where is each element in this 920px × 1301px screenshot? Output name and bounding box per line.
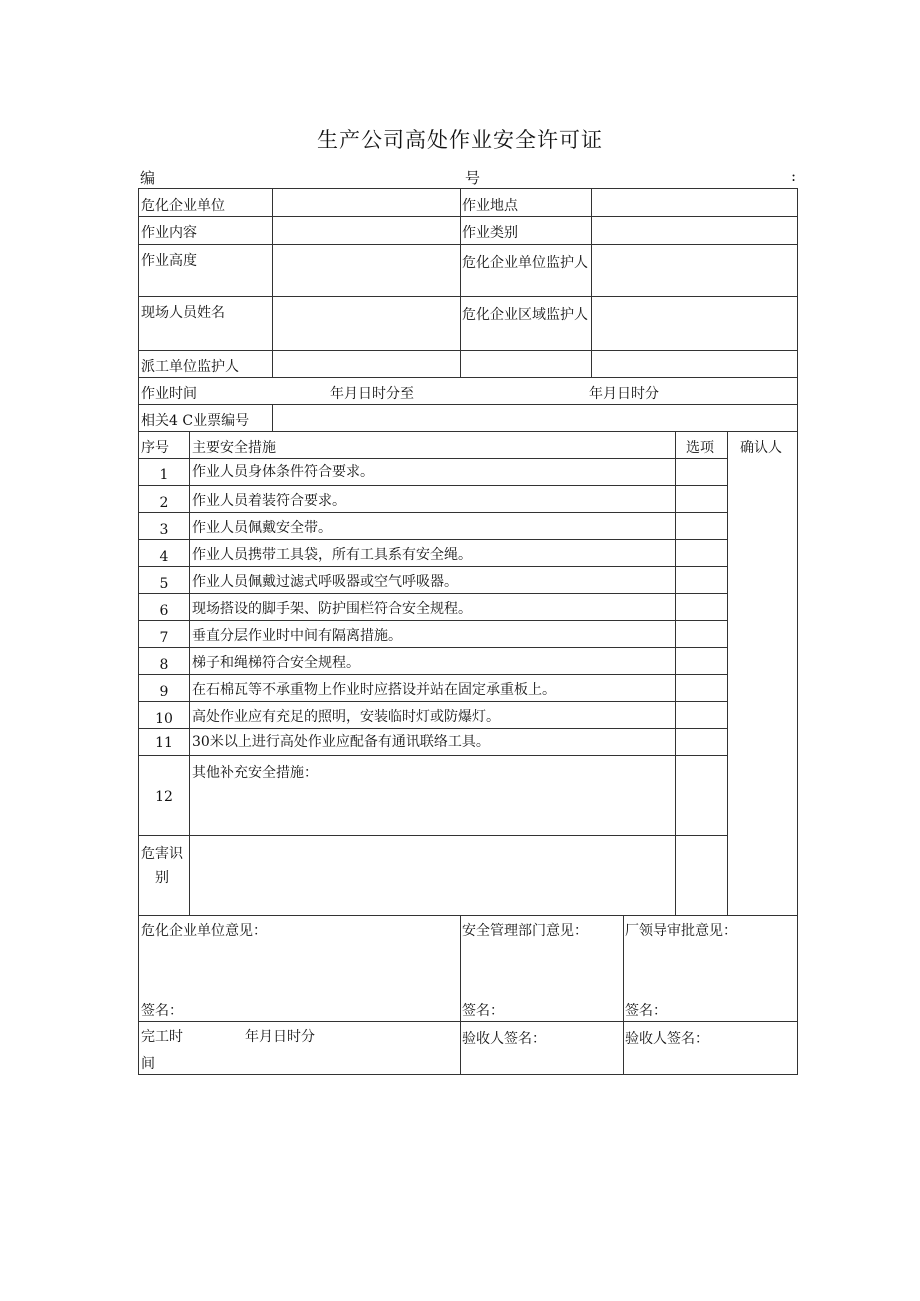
permit-form-table: [138, 188, 798, 1075]
label-work-category: 作业类别: [462, 225, 518, 241]
serial-label-char-1: 编: [140, 169, 156, 187]
label-hazard-line-1: 危害识: [141, 846, 183, 862]
measure-no: 12: [155, 789, 173, 805]
label-staff-names: 现场人员姓名: [141, 305, 225, 321]
measure-text: 在石棉瓦等不承重物上作业时应搭设并站在固定承重板上。: [192, 682, 556, 698]
label-related-ticket: 相关4 C业票编号: [141, 413, 250, 429]
measure-text: 作业人员携带工具袋，所有工具系有安全绳。: [192, 547, 472, 563]
work-time-from: 年月日时分至: [330, 386, 414, 402]
label-factory-leader-opinion: 厂领导审批意见：: [625, 923, 737, 939]
label-completion-time-line-2: 间: [141, 1056, 155, 1072]
header-main-measures: 主要安全措施: [192, 440, 276, 456]
label-acceptor-signature: 验收人签名：: [462, 1031, 546, 1047]
measure-no: 10: [155, 711, 173, 727]
label-signature: 签名：: [141, 1003, 183, 1019]
measure-text: 垂直分层作业时中间有隔离措施。: [192, 628, 402, 644]
measure-no: 2: [159, 495, 169, 511]
measure-no: 11: [155, 735, 173, 751]
label-work-content: 作业内容: [141, 225, 197, 241]
measure-text: 作业人员佩戴安全带。: [192, 520, 332, 536]
label-area-guardian: 危化企业区域监护人: [462, 307, 588, 323]
serial-label-colon: :: [791, 167, 797, 185]
measure-text: 高处作业应有充足的照明，安装临时灯或防爆灯。: [192, 709, 500, 725]
header-option: 选项: [686, 440, 714, 456]
measure-no: 4: [159, 549, 169, 565]
measure-no: 3: [159, 522, 169, 538]
serial-label-char-2: 号: [465, 169, 481, 187]
measure-text: 现场搭设的脚手架、防护围栏符合安全规程。: [192, 601, 472, 617]
label-unit-guardian: 危化企业单位监护人: [462, 255, 588, 271]
label-work-time: 作业时间: [141, 386, 197, 402]
measure-no: 9: [159, 684, 169, 700]
measure-text: 其他补充安全措施：: [192, 765, 318, 781]
label-completion-time-line-1: 完工时: [141, 1029, 183, 1045]
measure-no: 8: [159, 657, 169, 673]
measure-text: 梯子和绳梯符合安全规程。: [192, 655, 360, 671]
page-title: 生产公司高处作业安全许可证: [317, 128, 603, 152]
measure-no: 6: [159, 603, 169, 619]
measure-text: 作业人员身体条件符合要求。: [192, 464, 374, 480]
label-signature: 签名：: [625, 1003, 667, 1019]
label-hazard-line-2: 别: [155, 870, 169, 886]
label-signature: 签名：: [462, 1003, 504, 1019]
label-work-site: 作业地点: [462, 198, 518, 214]
measure-text: 30米以上进行高处作业应配备有通讯联络工具。: [192, 734, 490, 750]
work-time-to: 年月日时分: [589, 386, 659, 402]
label-unit: 危化企业单位: [141, 198, 225, 214]
header-confirmer: 确认人: [740, 440, 782, 456]
header-seq-no: 序号: [141, 440, 169, 456]
label-work-height: 作业高度: [141, 253, 197, 269]
measure-text: 作业人员着装符合要求。: [192, 493, 346, 509]
label-unit-opinion: 危化企业单位意见：: [141, 923, 267, 939]
label-safety-dept-opinion: 安全管理部门意见：: [462, 923, 588, 939]
measure-no: 1: [159, 467, 169, 483]
serial-number-line: [139, 167, 799, 189]
measure-no: 5: [159, 576, 169, 592]
completion-time-value: 年月日时分: [245, 1029, 315, 1045]
measure-text: 作业人员佩戴过滤式呼吸器或空气呼吸器。: [192, 574, 458, 590]
label-dispatch-guardian: 派工单位监护人: [141, 359, 239, 375]
measure-no: 7: [159, 630, 169, 646]
label-acceptor-signature: 验收人签名：: [625, 1031, 709, 1047]
